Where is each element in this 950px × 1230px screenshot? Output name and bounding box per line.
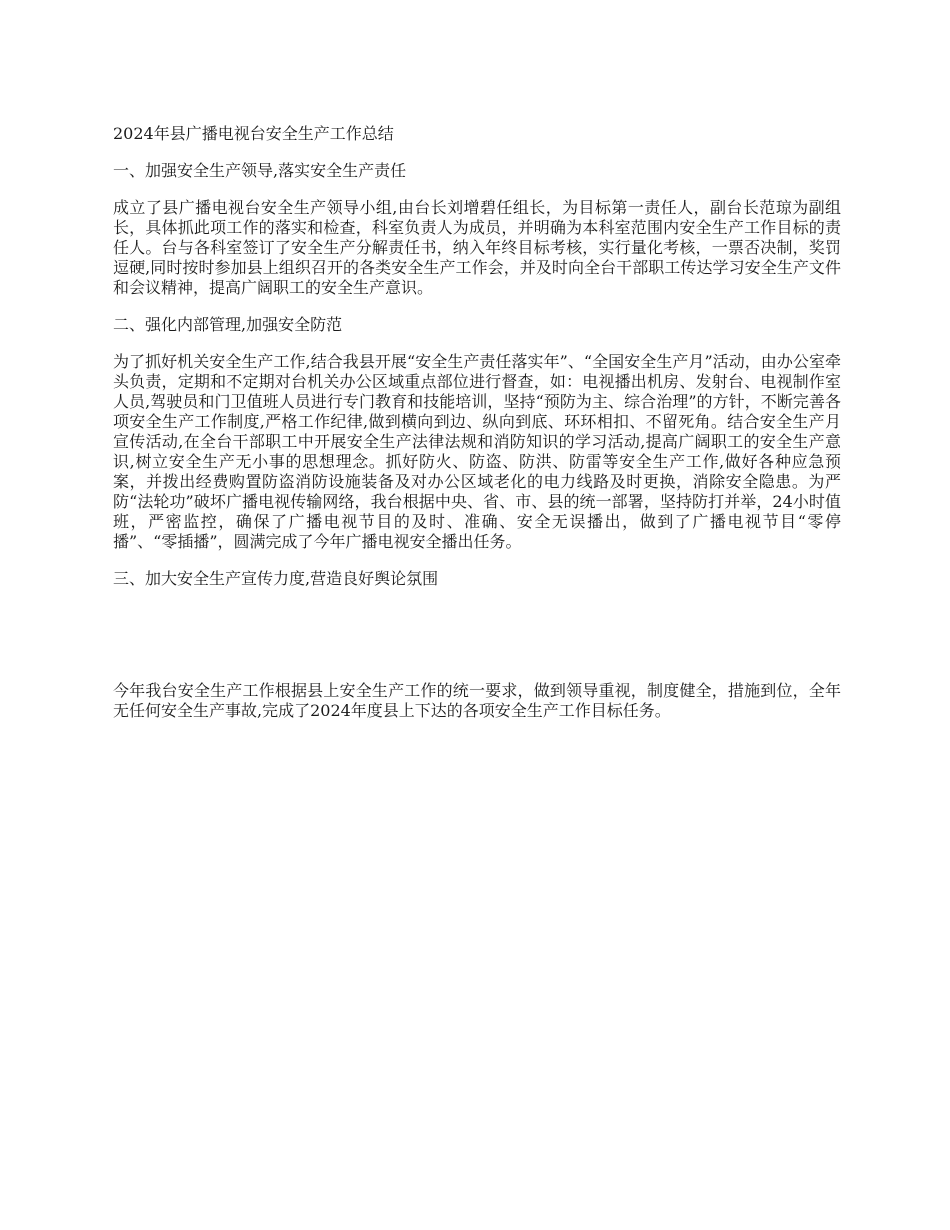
- conclusion-paragraph: 今年我台安全生产工作根据县上安全生产工作的统一要求，做到领导重视，制度健全，措施到位，全年无任何安全生产事故,完成了2024年度县上下达的各项安全生产工作目标任务。: [113, 681, 841, 720]
- section-paragraph-2: 为了抓好机关安全生产工作,结合我县开展“安全生产责任落实年”、“全国安全生产月”活动，由办公室牵头负责，定期和不定期对台机关办公区域重点部位进行督查，如：电视播出机房、发射台、电视制作室人员,驾驶员和门卫值班人员进行专门教育和技能培训，坚持“预防为主、综合治理”的方针，不断完善各项安全生产工作制度,严格工作纪律,做到横向到边、纵向到底、环环相扣、不留死角。结合安全生产月宣传活动,在全台干部职工中开展安全生产法律法规和消防知识的学习活动,提高广阔职工的安全生产意识,树立安全生产无小事的思想理念。抓好防火、防盗、防洪、防雷等安全生产工作,做好各种应急预案，并拨出经费购置防盗消防设施装备及对办公区域老化的电力线路及时更换，消除安全隐患。为严防“法轮功”破坏广播电视传输网络，我台根据中央、省、市、县的统一部署，坚持防打并举，24小时值班，严密监控，确保了广播电视节目的及时、准确、安全无误播出，做到了广播电视节目“零停播”、“零插播”，圆满完成了今年广播电视安全播出任务。: [113, 352, 841, 551]
- section-heading-1: 一、加强安全生产领导,落实安全生产责任: [113, 161, 407, 180]
- document-title: 2024年县广播电视台安全生产工作总结: [113, 124, 394, 143]
- section-3-empty-space: [113, 606, 841, 681]
- section-paragraph-1: 成立了县广播电视台安全生产领导小组,由台长刘增碧任组长，为目标第一责任人，副台长范琼为副组长，具体抓此项工作的落实和检查，科室负责人为成员，并明确为本科室范围内安全生产工作目标的责任人。台与各科室签订了安全生产分解责任书，纳入年终目标考核，实行量化考核，一票否决制，奖罚逗硬,同时按时参加县上组织召开的各类安全生产工作会，并及时向全台干部职工传达学习安全生产文件和会议精神，提高广阔职工的安全生产意识。: [113, 198, 841, 297]
- document-body: [113, 124, 841, 738]
- section-heading-2: 二、强化内部管理,加强安全防范: [113, 315, 343, 334]
- section-heading-3: 三、加大安全生产宣传力度,营造良好舆论氛围: [113, 569, 439, 588]
